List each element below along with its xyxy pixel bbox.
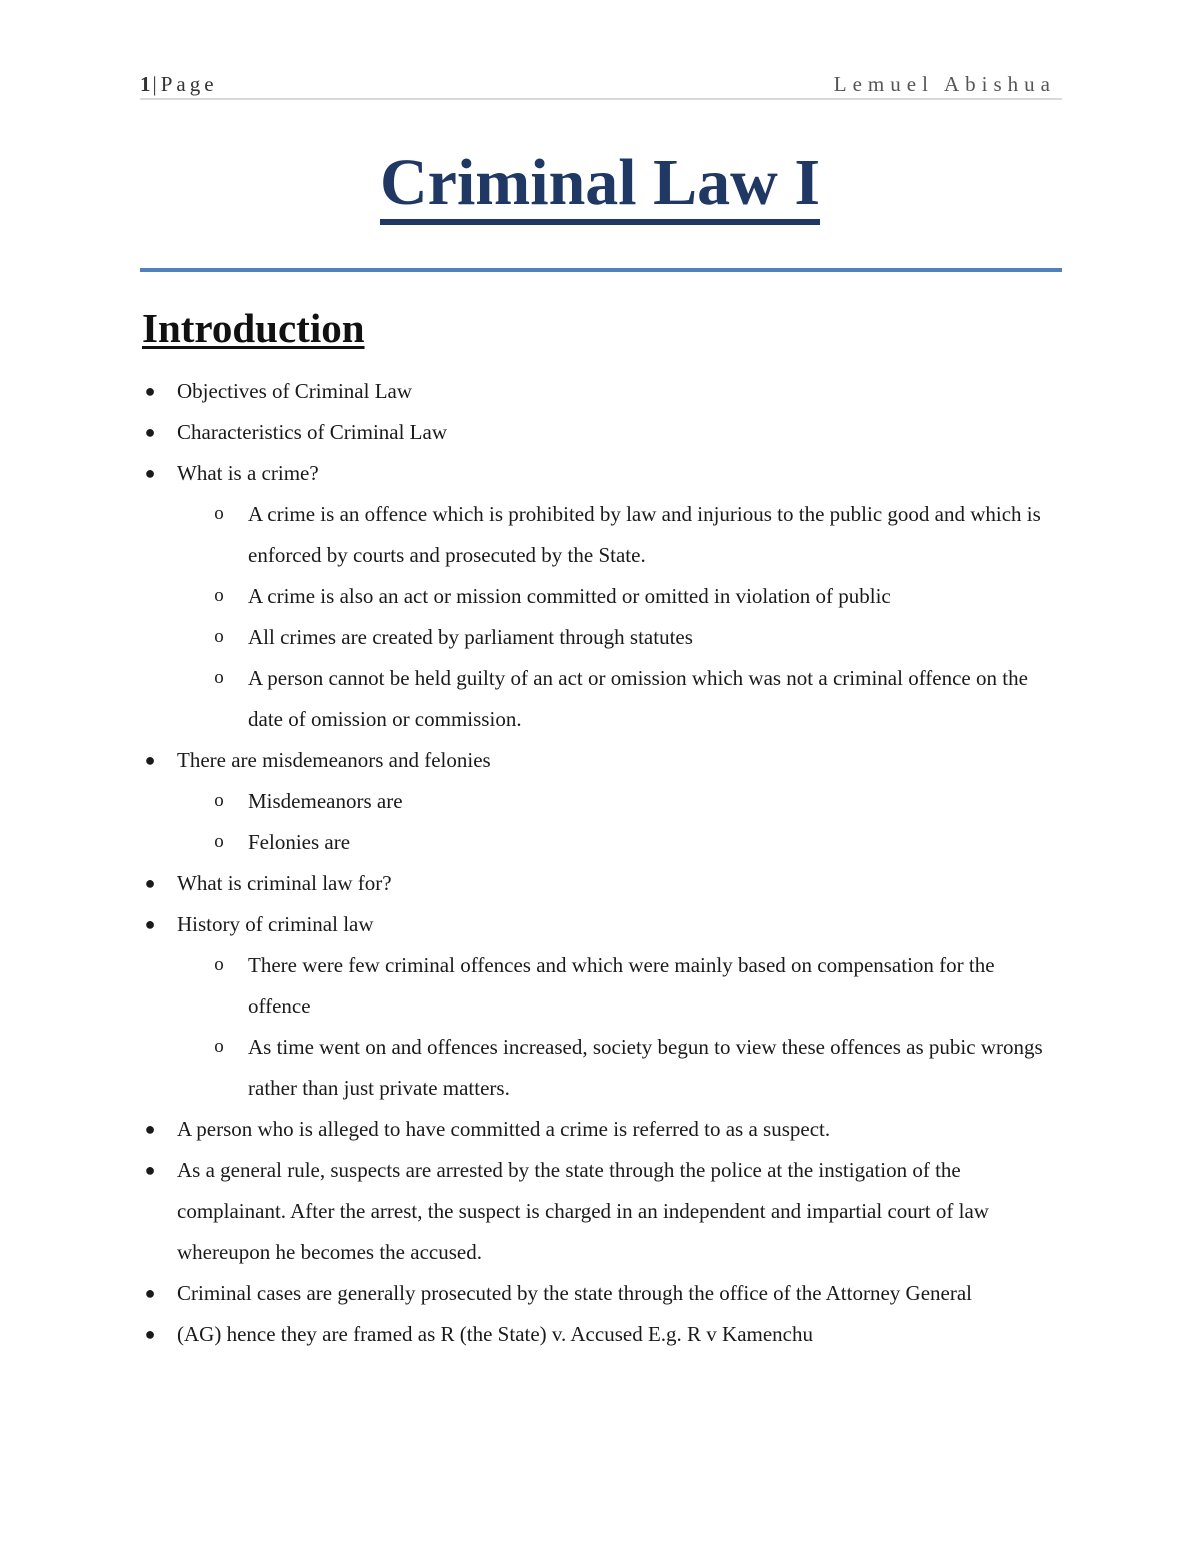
sub-list-item-text: A crime is also an act or mission committed or omitted in violation of public — [248, 584, 891, 608]
sub-list-item-text: Misdemeanors are — [248, 789, 403, 813]
hollow-bullet-icon: o — [214, 1036, 224, 1057]
page-header — [140, 70, 1062, 100]
section-heading: Introduction — [142, 305, 365, 351]
list-item-text: Objectives of Criminal Law — [177, 379, 413, 403]
bullet-icon: ● — [144, 381, 156, 401]
list-item-text: There are misdemeanors and felonies — [177, 748, 491, 772]
sub-list-item — [140, 1027, 1062, 1109]
sub-list-item — [140, 945, 1062, 1027]
page-number-label: 1| Page — [140, 72, 218, 96]
sub-list-item — [140, 658, 1062, 740]
hollow-bullet-icon: o — [214, 954, 224, 975]
bullet-icon: ● — [144, 422, 156, 442]
sub-list-item — [140, 822, 1062, 863]
list-item — [140, 412, 1062, 453]
list-item — [140, 1150, 1062, 1273]
hollow-bullet-icon: o — [214, 790, 224, 811]
bullet-icon: ● — [144, 1283, 156, 1303]
bullet-list — [140, 371, 1062, 1355]
bullet-icon: ● — [144, 1119, 156, 1139]
list-item — [140, 740, 1062, 781]
sub-list-item-text: There were few criminal offences and which were mainly based on compensation for the offence — [248, 953, 995, 1018]
list-item — [140, 1109, 1062, 1150]
list-item-text: As a general rule, suspects are arrested by the state through the police at the instigation of the complainant. After the arrest, the suspect is charged in an independent and impartial court of law whereupon he becomes the accused. — [177, 1158, 989, 1264]
list-item — [140, 863, 1062, 904]
bullet-icon: ● — [144, 914, 156, 934]
bullet-icon: ● — [144, 750, 156, 770]
hollow-bullet-icon: o — [214, 831, 224, 852]
list-item — [140, 453, 1062, 494]
list-item — [140, 371, 1062, 412]
list-item-text: What is criminal law for? — [177, 871, 392, 895]
hollow-bullet-icon: o — [214, 585, 224, 606]
document-title: Criminal Law I — [0, 145, 1200, 221]
list-item-text: Characteristics of Criminal Law — [177, 420, 447, 444]
list-item-text: (AG) hence they are framed as R (the State) v. Accused E.g. R v Kamenchu — [177, 1322, 813, 1346]
list-item — [140, 904, 1062, 945]
hollow-bullet-icon: o — [214, 503, 224, 524]
author-name: Lemuel Abishua — [833, 72, 1056, 96]
sub-list-item-text: All crimes are created by parliament through statutes — [248, 625, 693, 649]
sub-list-item-text: A crime is an offence which is prohibited by law and injurious to the public good and which is enforced by courts and prosecuted by the State. — [248, 502, 1041, 567]
bullet-icon: ● — [144, 1160, 156, 1180]
title-divider — [140, 268, 1062, 272]
list-item-text: History of criminal law — [177, 912, 374, 936]
sub-list-item-text: Felonies are — [248, 830, 351, 854]
sub-list-item — [140, 781, 1062, 822]
bullet-icon: ● — [144, 1324, 156, 1344]
hollow-bullet-icon: o — [214, 626, 224, 647]
bullet-icon: ● — [144, 873, 156, 893]
sub-list-item — [140, 494, 1062, 576]
sub-list-item — [140, 576, 1062, 617]
sub-list-item-text: A person cannot be held guilty of an act or omission which was not a criminal offence on the date of omission or commission. — [248, 666, 1028, 731]
list-item — [140, 1314, 1062, 1355]
hollow-bullet-icon: o — [214, 667, 224, 688]
list-item — [140, 1273, 1062, 1314]
bullet-icon: ● — [144, 463, 156, 483]
sub-list-item-text: As time went on and offences increased, society begun to view these offences as pubic wrongs rather than just private matters. — [248, 1035, 1043, 1100]
list-item-text: A person who is alleged to have committed a crime is referred to as a suspect. — [177, 1117, 831, 1141]
sub-list-item — [140, 617, 1062, 658]
list-item-text: Criminal cases are generally prosecuted by the state through the office of the Attorney General — [177, 1281, 972, 1305]
list-item-text: What is a crime? — [177, 461, 319, 485]
